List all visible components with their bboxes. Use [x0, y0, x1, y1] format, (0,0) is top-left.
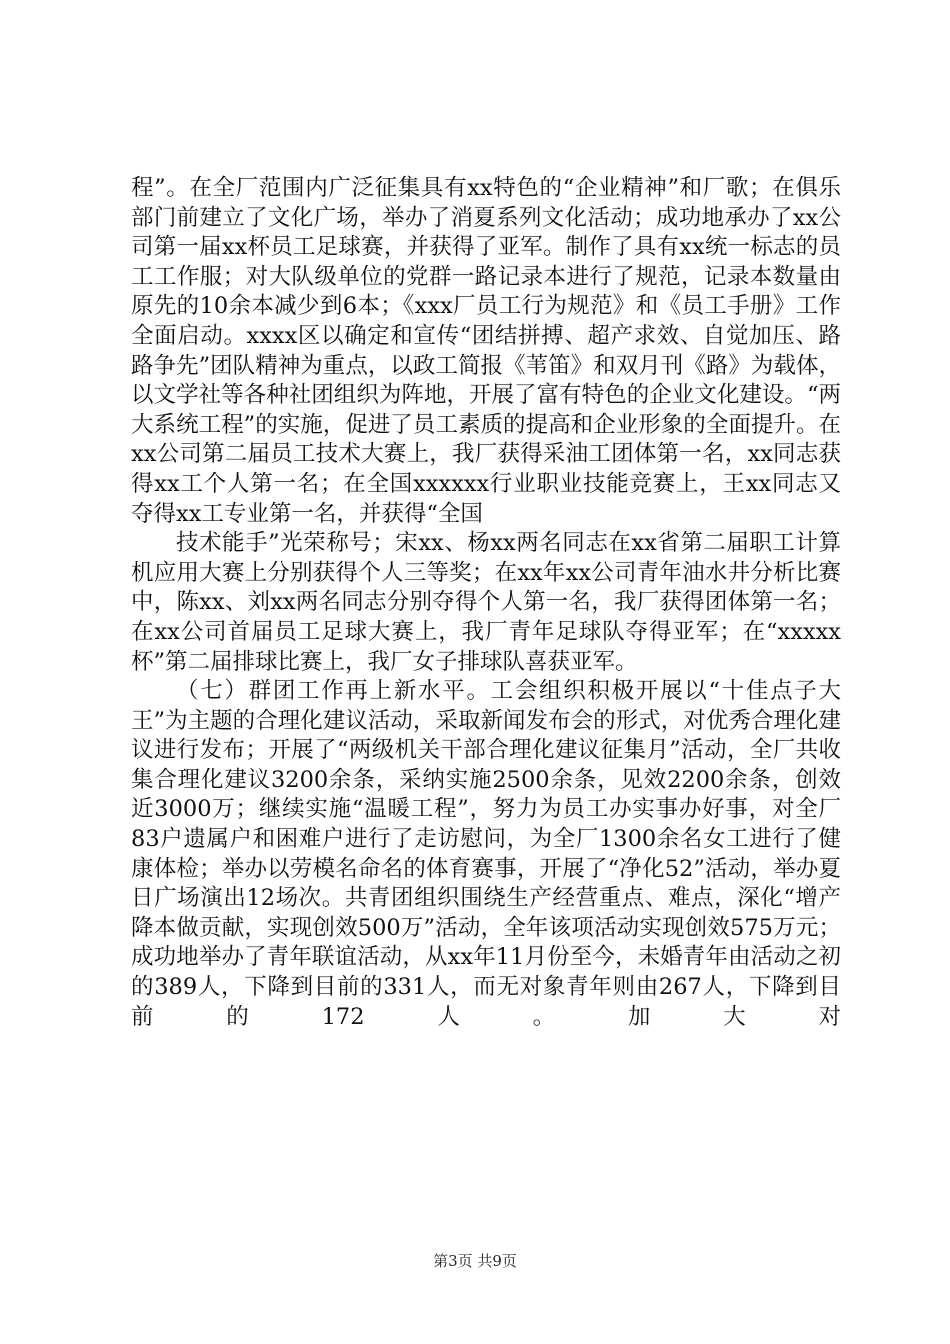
body-text — [131, 174, 841, 1032]
paragraph-awards: 技术能手”光荣称号；宋xx、杨xx两名同志在xx省第二届职工计算机应用大赛上分别获得个人三等奖；在xx年xx公司青年油水井分析比赛中，陈xx、刘xx两名同志分别夺得个人第一名，我厂获得团体第一名；在xx公司首届员工足球大赛上，我厂青年足球队夺得亚军；在“xxxxx杯”第二届排球比赛上，我厂女子排球队喜获亚军。 — [131, 530, 841, 675]
page-footer: 第3页 共9页 — [433, 1252, 517, 1270]
paragraph-group-work: （七）群团工作再上新水平。工会组织积极开展以“十佳点子大王”为主题的合理化建议活动，采取新闻发布会的形式，对优秀合理化建议进行发布；开展了“两级机关干部合理化建议征集月”活动，全厂共收集合理化建议3200余条，采纳实施2500余条，见效2200余条，创效近3000万；继续实施“温暖工程”，努力为员工办实事办好事，对全厂83户遗属户和困难户进行了走访慰问，为全厂1300余名女工进行了健康体检；举办以劳模名命名的体育赛事，开展了“净化52”活动，举办夏日广场演出12场次。共青团组织围绕生产经营重点、难点，深化“增产降本做贡献，实现创效500万”活动，全年该项活动实现创效575万元；成功地举办了青年联谊活动，从xx年11月份至今，未婚青年由活动之初的389人，下降到目前的331人，而无对象青年则由267人，下降到目前的172人。加大对 — [131, 678, 841, 1030]
paragraph-culture: 程”。在全厂范围内广泛征集具有xx特色的“企业精神”和厂歌；在俱乐部门前建立了文化广场，举办了消夏系列文化活动；成功地承办了xx公司第一届xx杯员工足球赛，并获得了亚军。制作了具有xx统一标志的员工工作服；对大队级单位的党群一路记录本进行了规范，记录本数量由原先的10余本减少到6本；《xxx厂员工行为规范》和《员工手册》工作全面启动。xxxx区以确定和宣传“团结拼搏、超产求效、自觉加压、路路争先”团队精神为重点，以政工简报《苇笛》和双月刊《路》为载体，以文学社等各种社团组织为阵地，开展了富有特色的企业文化建设。“两大系统工程”的实施，促进了员工素质的提高和企业形象的全面提升。在xx公司第二届员工技术大赛上，我厂获得采油工团体第一名，xx同志获得xx工个人第一名；在全国xxxxxx行业职业技能竞赛上，王xx同志又夺得xx工专业第一名，并获得“全国 — [131, 175, 841, 527]
